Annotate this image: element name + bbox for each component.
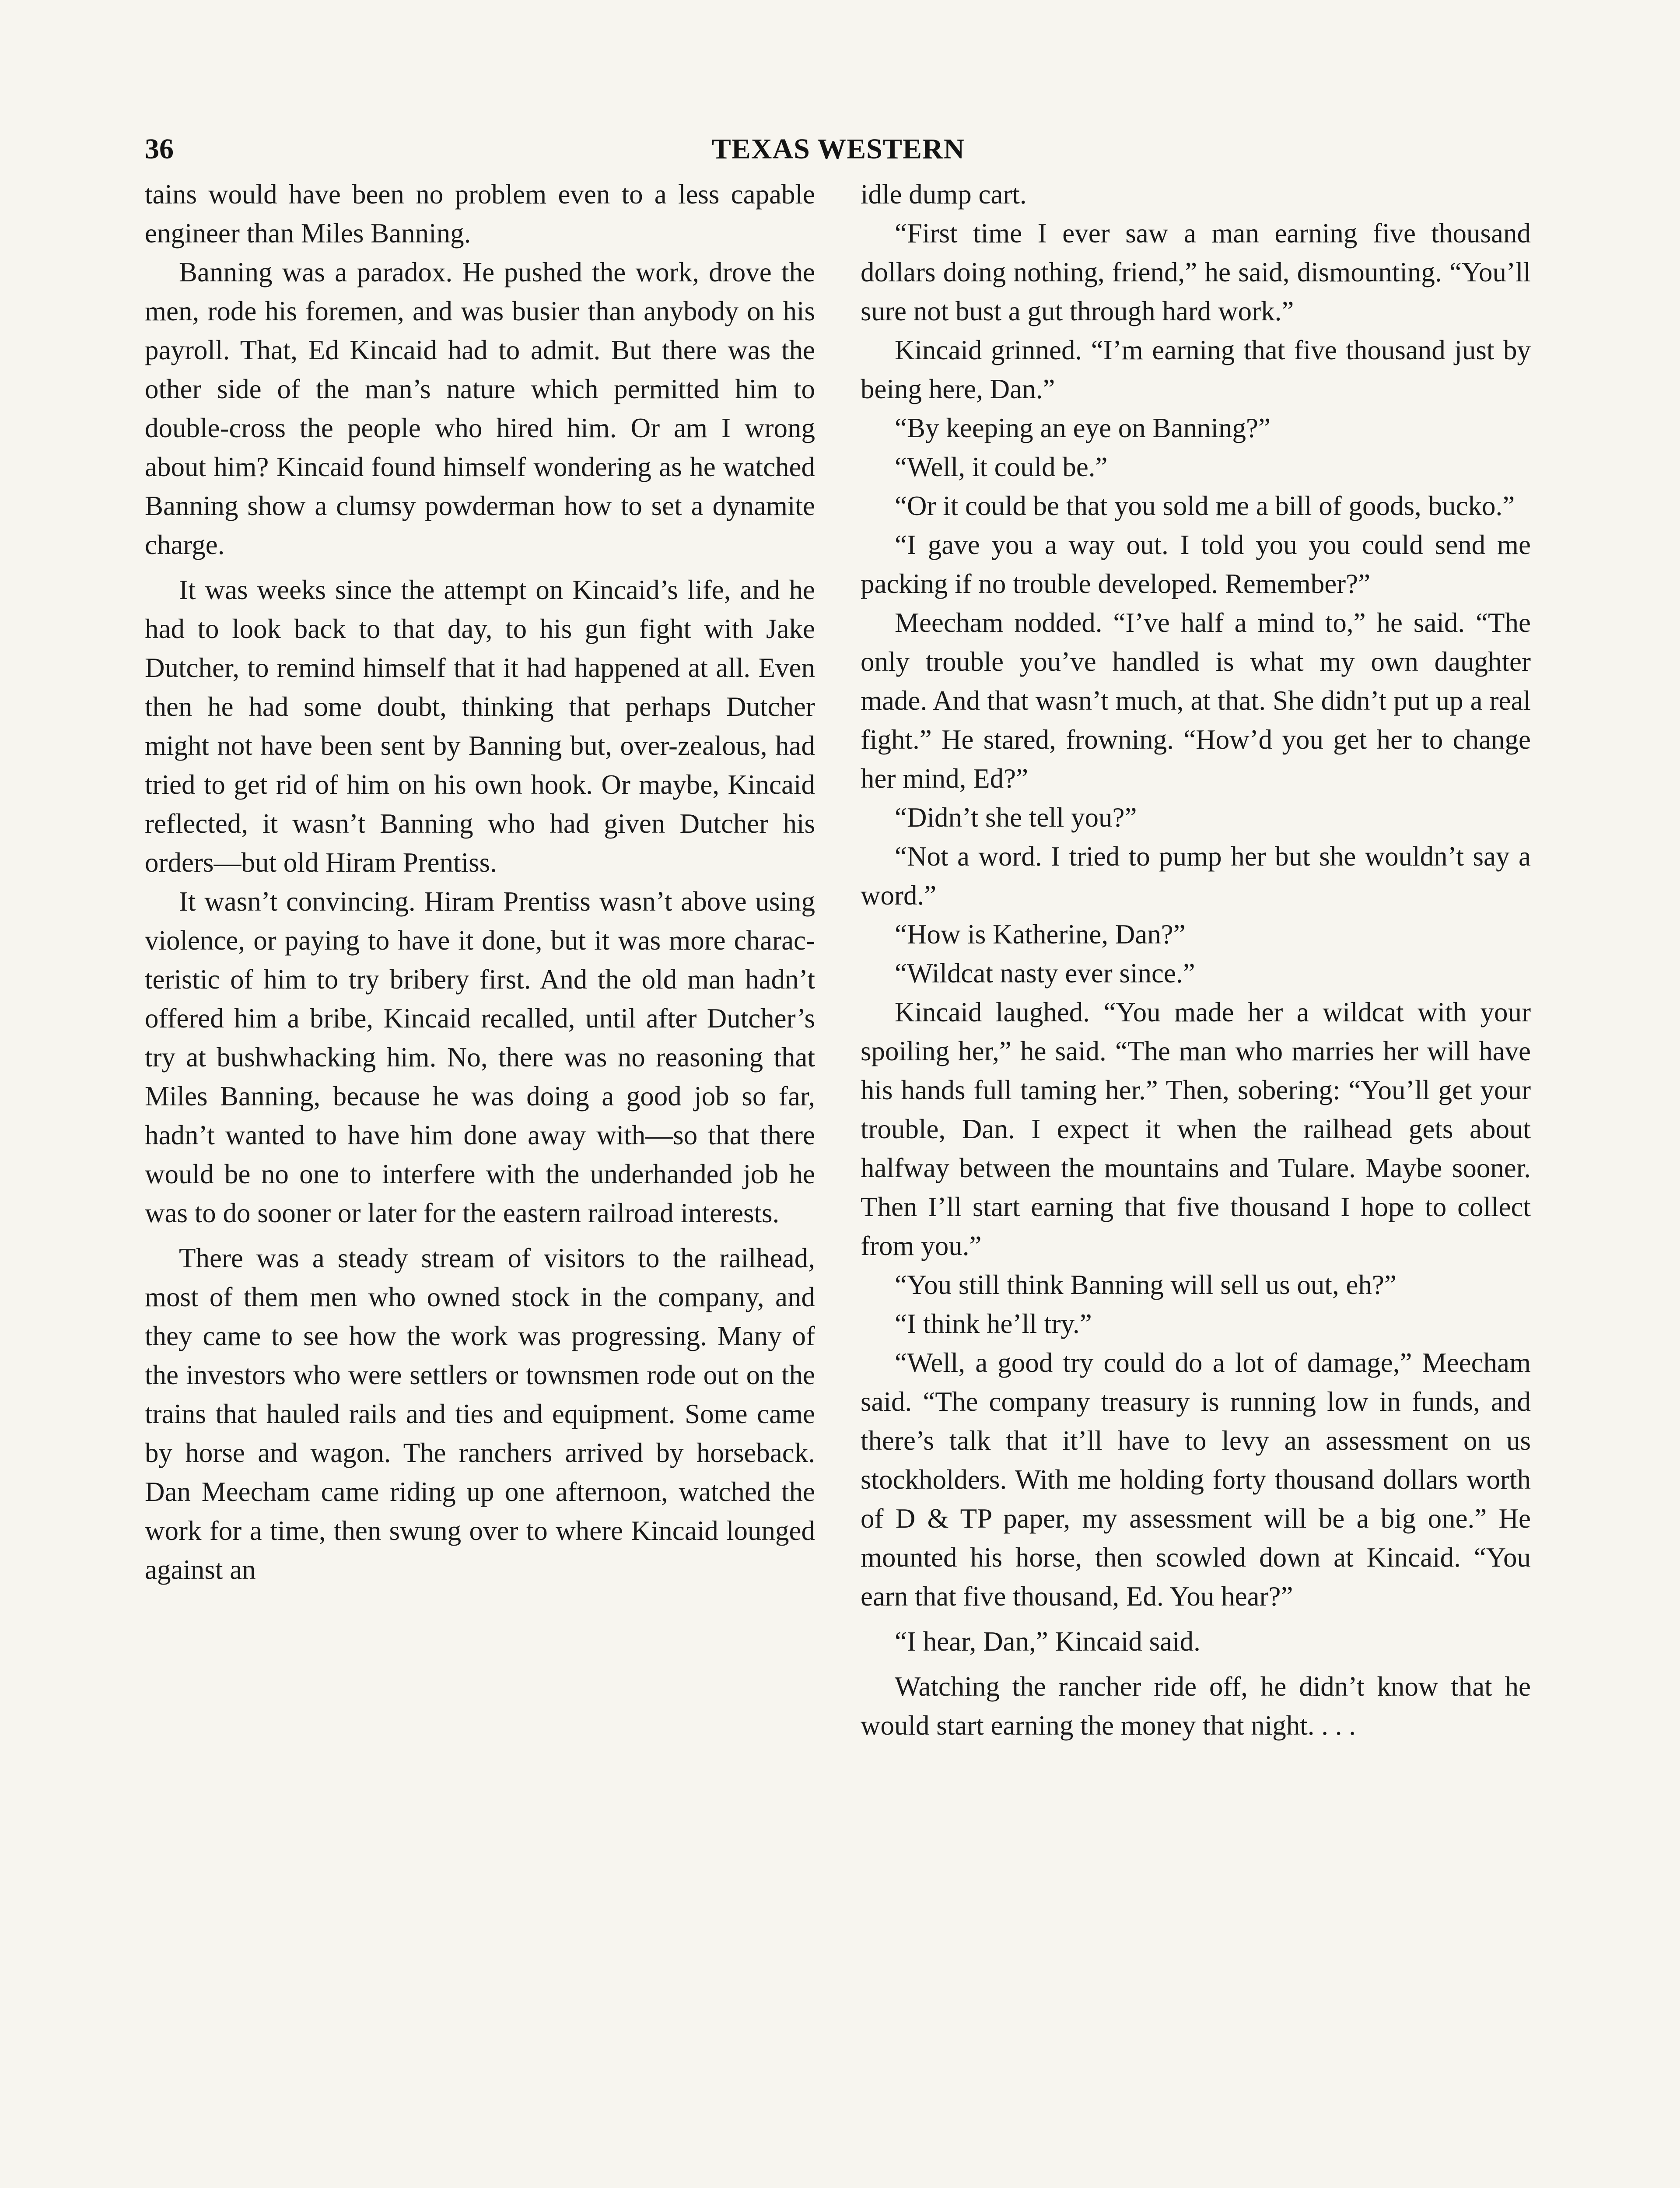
page-header (145, 130, 1532, 169)
paragraph: “By keeping an eye on Banning?” (895, 413, 1270, 443)
paragraph: “Didn’t she tell you?” (895, 802, 1137, 833)
paragraph: tains would have been no problem even to a less capable engineer than Miles Banning. (145, 179, 815, 249)
paragraph: It was weeks since the attempt on Kincaid’s life, and he had to look back to that day, to his gun fight with Jake Dutcher, to remind himself that it had happened at all. Even then he had some doubt, thinking that perhaps Dutcher might not have been sent by Banning but, over-zealous, had tried to get rid of him on his own hook. Or maybe, Kincaid reflected, it wasn’t Banning who had given Dutcher his orders—but old Hiram Prentiss. (145, 575, 815, 878)
paragraph: “How is Katherine, Dan?” (895, 919, 1186, 950)
paragraph: “First time I ever saw a man earning five thousand dollars doing nothing, friend,” he said, dismounting. “You’ll sure not bust a gut through hard work.” (861, 218, 1531, 326)
paragraph: It wasn’t convincing. Hiram Prentiss wasn’t above using violence, or paying to have it done, but it was more characteristic of him to try bribery first. And the old man hadn’t offered him a bribe, Kincaid recalled, until after Dutcher’s try at bushwhacking him. No, there was no reasoning that Miles Banning, because he was doing a good job so far, hadn’t wanted to have him done away with—so that there would be no one to interfere with the underhanded job he was to do sooner or later for the eastern railroad interests. (145, 886, 815, 1228)
paragraph: “I gave you a way out. I told you you could send me packing if no trouble developed. Remember?” (861, 529, 1531, 599)
paragraph: “I hear, Dan,” Kincaid said. (895, 1626, 1200, 1657)
paragraph: “You still think Banning will sell us out, eh?” (895, 1269, 1396, 1300)
paragraph: Banning was a paradox. He pushed the work, drove the men, rode his foremen, and was busier than anybody on his payroll. That, Ed Kincaid had to admit. But there was the other side of the man’s nature which permitted him to double-cross the people who hired him. Or am I wrong about him? Kincaid found himself wondering as he watched Banning show a clumsy powderman how to set a dynamite charge. (145, 257, 815, 560)
paragraph: Kincaid grinned. “I’m earning that five thousand just by being here, Dan.” (861, 335, 1531, 404)
paragraph: Watching the rancher ride off, he didn’t know that he would start earning the money that night. . . . (861, 1671, 1531, 1741)
paragraph: “I think he’ll try.” (895, 1308, 1092, 1339)
paragraph: “Well, a good try could do a lot of damage,” Meecham said. “The company treasury is running low in funds, and there’s talk that it’ll have to levy an assessment on us stockholders. With me holding forty thousand dollars worth of D & TP paper, my assessment will be a big one.” He mounted his horse, then scowled down at Kincaid. “You earn that five thousand, Ed. You hear?” (861, 1347, 1531, 1612)
paragraph: “Well, it could be.” (895, 452, 1108, 482)
paragraph: Meecham nodded. “I’ve half a mind to,” he said. “The only trouble you’ve handled is what my own daughter made. And that wasn’t much, at that. She didn’t put up a real fight.” He stared, frowning. “How’d you get her to change her mind, Ed?” (861, 607, 1531, 794)
paragraph: “Or it could be that you sold me a bill of goods, bucko.” (895, 491, 1515, 521)
paragraph: “Wildcat nasty ever since.” (895, 958, 1195, 989)
paragraph: idle dump cart. (861, 179, 1027, 210)
paragraph: “Not a word. I tried to pump her but she wouldn’t say a word.” (861, 841, 1531, 911)
paragraph: Kincaid laughed. “You made her a wildcat with your spoiling her,” he said. “The man who marries her will have his hands full taming her.” Then, sobering: “You’ll get your trouble, Dan. I expect it when the railhead gets about halfway between the mountains and Tulare. Maybe sooner. Then I’ll start earning that five thousand I hope to collect from you.” (861, 997, 1531, 1261)
paragraph: There was a steady stream of visitors to the railhead, most of them men who owned stock in the company, and they came to see how the work was progressing. Many of the investors who were settlers or townsmen rode out on the trains that hauled rails and ties and equipment. Some came by horse and wagon. The ranchers arrived by horseback. Dan Meecham came riding up one afternoon, watched the work for a time, then swung over to where Kincaid lounged against an (145, 1243, 815, 1585)
left-text-column (145, 175, 815, 2188)
right-text-column (861, 175, 1531, 2188)
running-title: TEXAS WESTERN (711, 133, 965, 165)
page-number: 36 (145, 133, 174, 165)
